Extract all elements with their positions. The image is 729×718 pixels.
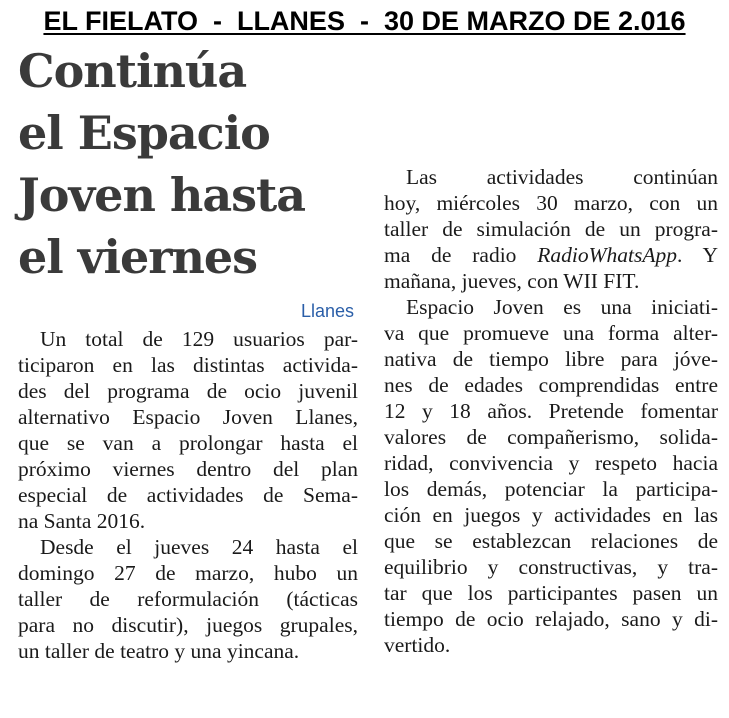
- text-line: un taller de teatro y una yincana.: [18, 639, 300, 663]
- text-line: taller de reformulación (tácticas: [18, 587, 358, 611]
- text-line: ridad, convivencia y respeto hacia: [384, 451, 718, 475]
- radio-name: RadioWhatsApp: [537, 243, 678, 267]
- headline-line: el Espacio: [18, 106, 270, 160]
- text-segment: ma de radio: [384, 243, 538, 267]
- text-line: ticiparon en las distintas activida-: [18, 353, 358, 377]
- headline-line: Joven hasta: [18, 168, 306, 222]
- text-line: Desde el jueves 24 hasta el: [40, 535, 358, 559]
- text-line: [384, 242, 718, 268]
- text-line: los demás, potenciar la participa-: [384, 477, 718, 501]
- text-line: domingo 27 de marzo, hubo un: [18, 561, 358, 585]
- text-line: próximo viernes dentro del plan: [18, 457, 358, 481]
- text-line: especial de actividades de Sema-: [18, 483, 358, 507]
- text-line: hoy, miércoles 30 marzo, con un: [384, 191, 718, 215]
- text-line: nativa de tiempo libre para jóve-: [384, 347, 718, 371]
- text-line: des del programa de ocio juvenil: [18, 379, 358, 403]
- text-line: que se van a prolongar hasta el: [18, 431, 358, 455]
- text-line: na Santa 2016.: [18, 509, 146, 533]
- text-line: tiempo de ocio relajado, sano y di-: [384, 607, 718, 631]
- text-line: valores de compañerismo, solida-: [384, 425, 718, 449]
- text-line: para no discutir), juegos grupales,: [18, 613, 358, 637]
- text-line: alternativo Espacio Joven Llanes,: [18, 405, 358, 429]
- text-line: equilibrio y constructivas, y tra-: [384, 555, 718, 579]
- right-column: [384, 164, 718, 658]
- text-line: mañana, jueves, con WII FIT.: [384, 269, 640, 293]
- text-line: tar que los participantes pasen un: [384, 581, 718, 605]
- headline-line: Continúa: [18, 44, 247, 98]
- text-line: Espacio Joven es una iniciati-: [406, 295, 718, 319]
- text-line: nes de edades comprendidas entre: [384, 373, 718, 397]
- masthead: EL FIELATO - LLANES - 30 DE MARZO DE 2.016: [43, 6, 686, 36]
- text-line: ción en juegos y actividades en las: [384, 503, 718, 527]
- right-body: [384, 164, 718, 658]
- headline: [18, 40, 358, 288]
- text-line: taller de simulación de un progra-: [384, 217, 718, 241]
- text-line: va que promueve una forma alter-: [384, 321, 718, 345]
- text-segment: . Y: [677, 243, 718, 267]
- left-column: [18, 40, 358, 664]
- text-line: 12 y 18 años. Pretende fomentar: [384, 399, 718, 423]
- location-label: Llanes: [300, 301, 354, 321]
- headline-line: el viernes: [18, 230, 258, 284]
- left-body: [18, 326, 358, 664]
- text-line: que se establezcan relaciones de: [384, 529, 718, 553]
- text-line: Las actividades continúan: [406, 165, 718, 189]
- text-line: Un total de 129 usuarios par-: [40, 327, 358, 351]
- text-line: vertido.: [384, 633, 451, 657]
